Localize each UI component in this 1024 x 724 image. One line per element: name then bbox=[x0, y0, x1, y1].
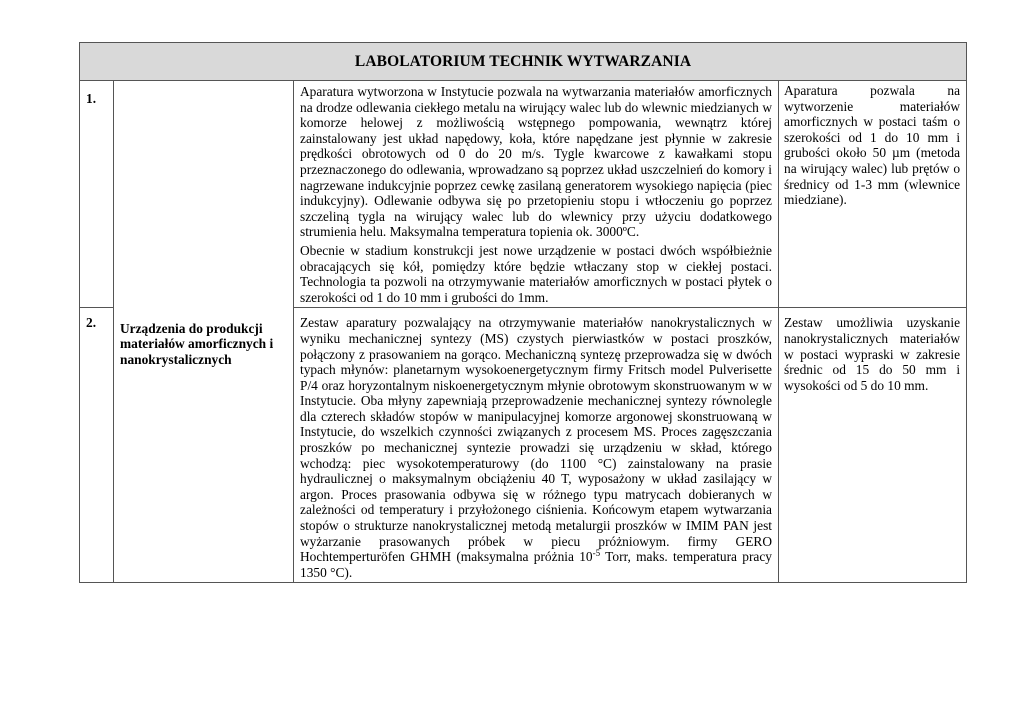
description-paragraph: Aparatura wytworzona w Instytucie pozwala na wytwarzania materiałów amorficznych na drodze odlewania ciekłego metalu na wirujący walec lub do wlewnic miedzianych w komorze helowej z możliwością wstępnego pompowania, wewnątrz której zainstalowany jest układ napędowy, koła, które napędzane jest płynnie w zakresie prędkości obrotowych od 0 do 20 m/s. Tygle kwarcowe z kawałkami stopu przeznaczonego do odlewania, wprowadzano są poprzez układ uszczelnień do komory i nagrzewane indukcyjnie poprzez cewkę zasilaną generatorem wysokiego napięcia (piec indukcyjny). Odlewanie odbywa się po przetopieniu stopu i wtłoczeniu go poprzez szczeliną tygla na wirujący walec lub do wlewnicy przy użyciu dodatkowego strumienia helu. Maksymalna temperatura topienia ok. 3000ºC. bbox=[300, 84, 772, 240]
document-table bbox=[79, 42, 967, 583]
result-cell bbox=[779, 308, 967, 583]
description-cell bbox=[294, 308, 779, 583]
title-row bbox=[80, 43, 967, 81]
category-label: Urządzenia do produkcji materiałów amorficznych i nanokrystalicznych bbox=[120, 320, 274, 367]
result-cell bbox=[779, 81, 967, 308]
table-row bbox=[80, 81, 967, 308]
result-text: Aparatura pozwala na wytworzenie materiałów amorficznych w postaci taśm o szerokości od 1 do 10 mm i grubości około 50 µm (metoda na wirujący walec) lub prętów o średnicy od 1-3 mm (wlewnice miedziane). bbox=[784, 83, 961, 208]
row-number: 2. bbox=[80, 308, 114, 583]
pressure-exponent: -5 bbox=[592, 548, 601, 559]
description-paragraph bbox=[300, 315, 772, 580]
row-number: 1. bbox=[80, 81, 114, 308]
description-paragraph: Obecnie w stadium konstrukcji jest nowe urządzenie w postaci dwóch współbieżnie obracających się kół, pomiędzy które będzie wtłaczany stop w ciekłej postaci. Technologia ta pozwoli na otrzymywanie materiałów amorficznych w postaci płytek o szerokości od 1 do 10 mm i grubości do 1mm. bbox=[300, 242, 772, 305]
result-text: Zestaw umożliwia uzyskanie nanokrystalicznych materiałów w postaci wypraski w zakresie średnic od 15 do 50 mm i wysokości od 5 do 10 mm. bbox=[784, 315, 961, 393]
description-main: Zestaw aparatury pozwalający na otrzymywanie materiałów nanokrystalicznych w wyniku mechanicznej syntezy (MS) czystych pierwiastków w postaci proszków, połączony z prasowaniem na gorąco. Mechaniczną syntezę przeprowadza się w dwóch typach młynów: planetarnym wysokoenergetycznym firmy Fritsch model Pulverisette P/4 oraz horyzontalnym niskoenergetycznym młynie obrotowym skonstruowanym w w Instytucie. Oba młyny zapewniają przeprowadzenie mechanicznej syntezy równolegle dla czterech składów stopów w manipulacyjnej komorze argonowej skonstruowaną w Instytucie, do wszelkich czynności związanych z procesem MS. Proces zagęszczania proszków po mechanicznej syntezie prowadzi się urządzeniu w skład, którego wchodzą: piec wysokotemperaturowy (do 1100 °C) zainstalowany na prasie hydraulicznej o maksymalnym obciążeniu 40 T, wyposażony w układ zasilający w argon. Proces prasowania odbywa się w różnego typu matrycach dobieranych w zależności od temperatury i przyłożonego ciśnienia. Końcowym etapem wytwarzania stopów o strukturze nanokrystalicznej metodą metalurgii proszków w IMIM PAN jest wyżarzanie prasowanych próbek w piecu próżniowym. firmy GERO Hochtemperturöfen GHMH (maksymalna próżnia 10 bbox=[300, 315, 772, 565]
category-cell bbox=[114, 81, 294, 583]
description-tail: Torr, maks. temperatura pracy 1350 °C). bbox=[300, 549, 773, 580]
table-title: LABOLATORIUM TECHNIK WYTWARZANIA bbox=[80, 43, 967, 81]
description-cell bbox=[294, 81, 779, 308]
